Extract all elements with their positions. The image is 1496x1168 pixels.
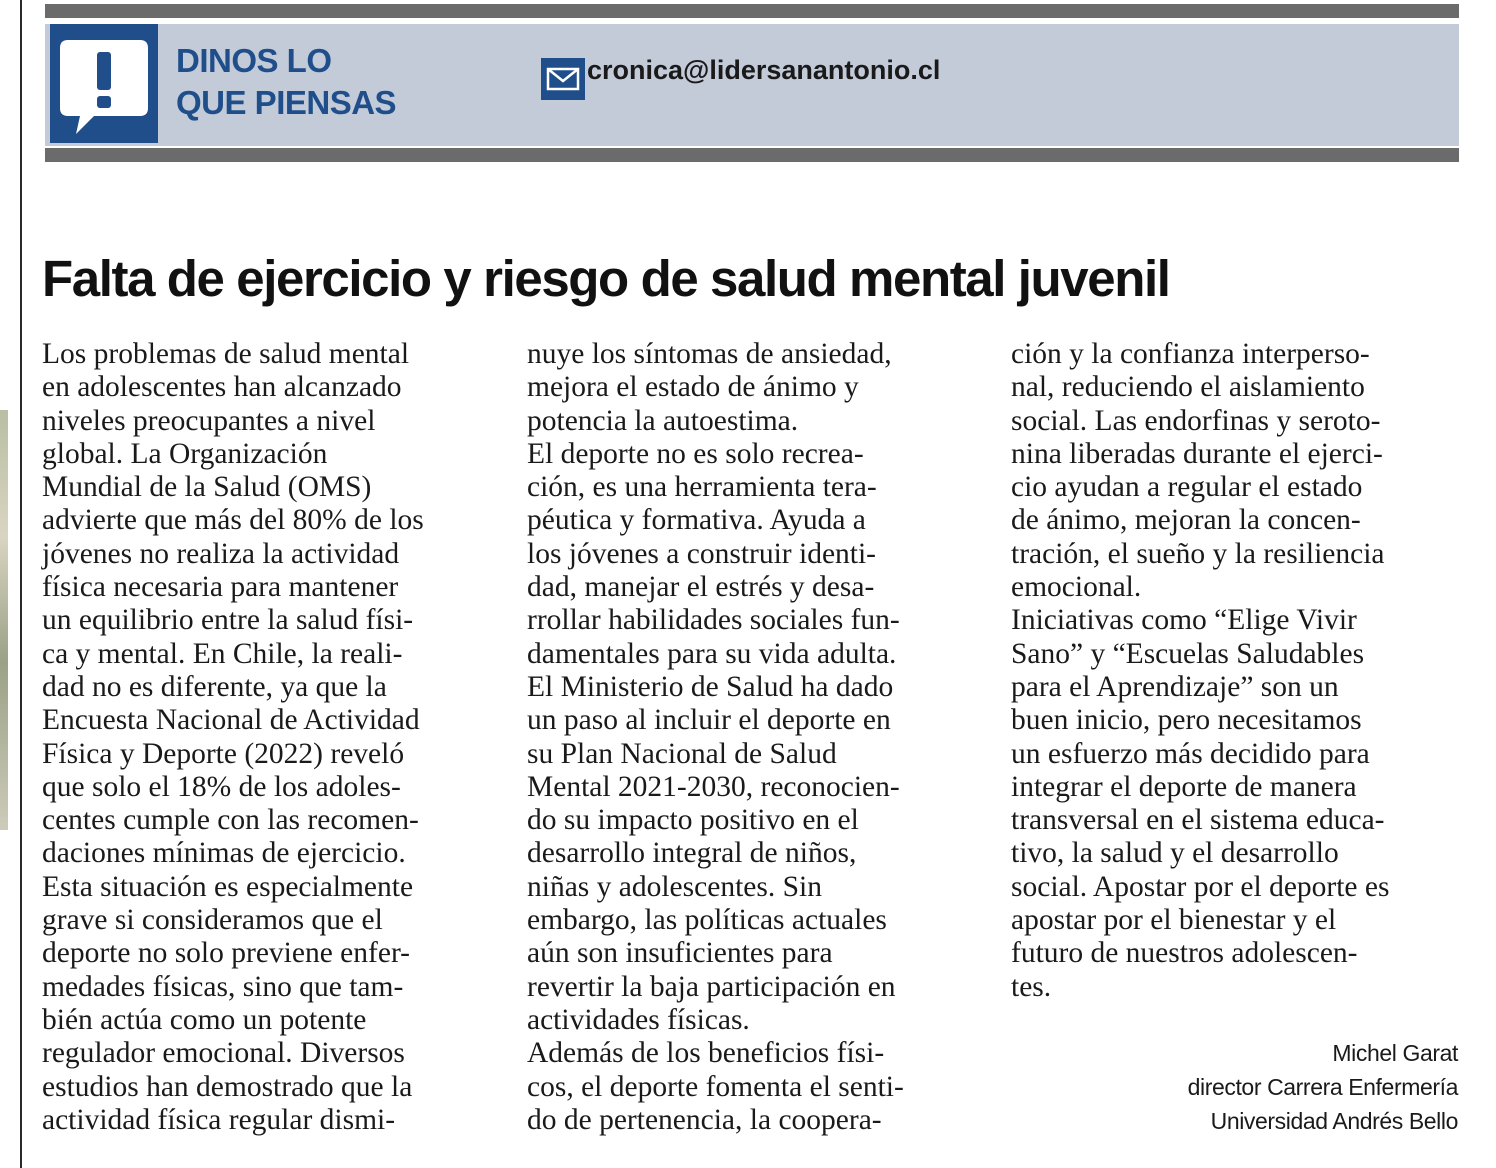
text-line: nuye los síntomas de ansiedad, [527, 338, 892, 370]
text-line: ca y mental. En Chile, la reali- [42, 637, 403, 670]
text-line: Mundial de la Salud (OMS) [42, 471, 372, 504]
text-line: nal, reduciendo el aislamiento [1011, 371, 1365, 404]
text-line: aún son insuficientes para [527, 937, 833, 970]
text-line: en adolescentes han alcanzado [42, 371, 402, 404]
text-line: nina liberadas durante el ejerci- [1011, 437, 1383, 470]
text-line: El deporte no es solo recrea- [527, 437, 864, 470]
author-name: Michel Garat [1332, 1040, 1458, 1066]
text-line: mejora el estado de ánimo y [527, 371, 859, 404]
section-title-line-2: QUE PIENSAS [176, 84, 397, 121]
text-line: actividad física regular dismi- [42, 1103, 396, 1136]
article-column-1 [42, 338, 492, 1137]
article-headline: Falta de ejercicio y riesgo de salud mental juvenil [42, 250, 1170, 307]
text-line: de ánimo, mejoran la concen- [1011, 504, 1361, 537]
banner-top-bar [45, 4, 1459, 18]
text-line: Iniciativas como “Elige Vivir [1011, 604, 1357, 637]
text-line: buen inicio, pero necesitamos [1011, 704, 1362, 737]
section-title [176, 40, 396, 124]
text-line: tivo, la salud y el desarrollo [1011, 837, 1339, 870]
text-line: Sano” y “Escuelas Saludables [1011, 637, 1365, 670]
text-line: regulador emocional. Diversos [42, 1037, 405, 1070]
text-line: grave si consideramos que el [42, 904, 383, 937]
banner-bottom-bar [45, 148, 1459, 162]
envelope-icon [541, 58, 585, 100]
text-line: para el Aprendizaje” son un [1011, 670, 1339, 703]
text-line: niñas y adolescentes. Sin [527, 870, 822, 903]
text-line: estudios han demostrado que la [42, 1070, 413, 1103]
text-line: potencia la autoestima. [527, 404, 799, 437]
text-line: centes cumple con las recomen- [42, 804, 419, 837]
text-line: social. Apostar por el deporte es [1011, 870, 1390, 903]
page-margin-rule [20, 0, 22, 1168]
text-line: ción, es una herramienta tera- [527, 471, 877, 504]
text-line: física necesaria para mantener [42, 571, 399, 604]
text-line: Encuesta Nacional de Actividad [42, 704, 420, 737]
text-line: que solo el 18% de los adoles- [42, 770, 401, 803]
text-line: actividades físicas. [527, 1003, 750, 1036]
text-line: futuro de nuestros adolescen- [1011, 937, 1358, 970]
author-signature [1188, 1036, 1458, 1138]
section-title-line-1: DINOS LO [176, 42, 332, 79]
text-line: emocional. [1011, 571, 1142, 604]
text-line: ción y la confianza interperso- [1011, 338, 1370, 370]
text-line: Física y Deporte (2022) reveló [42, 737, 405, 770]
text-line: do su impacto positivo en el [527, 804, 859, 837]
text-line: daciones mínimas de ejercicio. [42, 837, 406, 870]
text-line: damentales para su vida adulta. [527, 637, 897, 670]
text-line: cio ayudan a regular el estado [1011, 471, 1363, 504]
text-line: Esta situación es especialmente [42, 870, 414, 903]
article-column-3 [1011, 338, 1461, 1004]
text-line: global. La Organización [42, 437, 328, 470]
author-role: director Carrera Enfermería [1187, 1074, 1458, 1100]
text-line: rrollar habilidades sociales fun- [527, 604, 900, 637]
text-line: advierte que más del 80% de los [42, 504, 424, 537]
text-line: Además de los beneficios físi- [527, 1037, 885, 1070]
text-line: transversal en el sistema educa- [1011, 804, 1385, 837]
author-institution: Universidad Andrés Bello [1210, 1108, 1458, 1134]
text-line: integrar el deporte de manera [1011, 770, 1357, 803]
text-line: apostar por el bienestar y el [1011, 904, 1337, 937]
text-line: su Plan Nacional de Salud [527, 737, 837, 770]
text-line: dad no es diferente, ya que la [42, 670, 387, 703]
text-line: los jóvenes a construir identi- [527, 537, 877, 570]
text-line: niveles preocupantes a nivel [42, 404, 376, 437]
text-line: revertir la baja participación en [527, 970, 896, 1003]
text-line: social. Las endorfinas y seroto- [1011, 404, 1381, 437]
exclamation-speech-bubble-icon [50, 24, 158, 143]
text-line: tración, el sueño y la resiliencia [1011, 537, 1385, 570]
text-line: El Ministerio de Salud ha dado [527, 670, 894, 703]
text-line: Los problemas de salud mental [42, 338, 410, 370]
text-line: medades físicas, sino que tam- [42, 970, 404, 1003]
article-column-2 [527, 338, 977, 1137]
text-line: deporte no solo previene enfer- [42, 937, 411, 970]
text-line: do de pertenencia, la coopera- [527, 1103, 882, 1136]
adjacent-photo-edge [0, 410, 8, 830]
text-line: cos, el deporte fomenta el senti- [527, 1070, 904, 1103]
text-line: Mental 2021-2030, reconocien- [527, 770, 900, 803]
text-line: un esfuerzo más decidido para [1011, 737, 1370, 770]
text-line: dad, manejar el estrés y desa- [527, 571, 875, 604]
text-line: bién actúa como un potente [42, 1003, 367, 1036]
text-line: un paso al incluir el deporte en [527, 704, 891, 737]
text-line: desarrollo integral de niños, [527, 837, 857, 870]
contact-email-link[interactable]: cronica@lidersanantonio.cl [587, 55, 941, 85]
text-line: jóvenes no realiza la actividad [42, 537, 400, 570]
text-line: embargo, las políticas actuales [527, 904, 887, 937]
text-line: tes. [1011, 970, 1052, 1003]
text-line: péutica y formativa. Ayuda a [527, 504, 866, 537]
text-line: un equilibrio entre la salud físi- [42, 604, 414, 637]
